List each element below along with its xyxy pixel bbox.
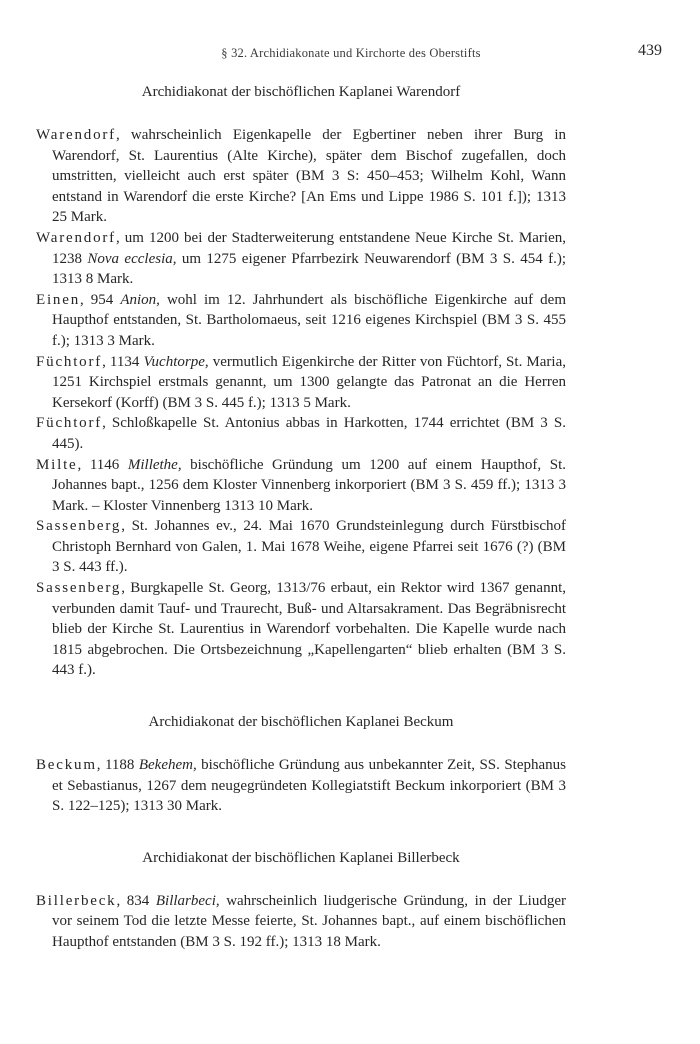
section-heading-billerbeck: Archidiakonat der bischöflichen Kaplanei Billerbeck: [142, 849, 460, 866]
historic-name: Nova ecclesia,: [87, 250, 177, 267]
entry-fuechtorf-maria: [36, 352, 566, 414]
place-name: Einen: [36, 291, 80, 308]
entry-text: bischöfliche Gründung um 1200 auf einem Haupthof, St. Johannes bapt., 1256 dem Kloster Vinnenberg inkorporiert (BM 3 S. 459 ff.); 1313 3 Mark. – Kloster Vinnenberg 1313 10 Mark.: [52, 456, 566, 514]
entry-warendorf-laurentius: [36, 125, 566, 228]
entry-text: , 1188: [96, 757, 139, 774]
entry-beckum: [36, 755, 566, 817]
entry-sassenberg-georg: [36, 578, 566, 681]
entry-warendorf-marien: [36, 228, 566, 290]
historic-name: Vuchtorpe,: [143, 353, 209, 370]
entry-text: , 954: [80, 291, 121, 308]
historic-name: Bekehem,: [138, 757, 197, 774]
running-head: § 32. Archidiakonate und Kirchorte des Oberstifts: [221, 46, 481, 60]
place-name: Sassenberg: [36, 580, 122, 597]
entry-text: , um 1200 bei der Stadterweiterung entstandene Neue Kirche St. Marien, 1238: [52, 229, 566, 267]
place-name: Sassenberg: [36, 518, 122, 535]
entry-text: , Schloßkapelle St. Antonius abbas in Harkotten, 1744 errichtet (BM 3 S. 445).: [52, 415, 566, 452]
entry-text: , St. Johannes ev., 24. Mai 1670 Grundsteinlegung durch Fürstbischof Christoph Bernhard von Galen, 1. Mai 1678 Weihe, eigene Pfarrei seit 1676 (?) (BM 3 S. 443 ff.).: [52, 518, 566, 576]
section-heading-warendorf: Archidiakonat der bischöflichen Kaplanei Warendorf: [141, 84, 461, 100]
entry-text: , 1146: [77, 456, 128, 473]
entry-text: , 1134: [102, 353, 144, 370]
place-name: Warendorf: [36, 229, 116, 246]
entry-text: wahrscheinlich liudgerische Gründung, in der Liudger vor seinem Tod die letzte Messe feierte, St. Johannes bapt., auf einem bischöflichen Haupthof entstanden (BM 3 S. 192 ff.); 1313 18 Mark.: [52, 892, 566, 950]
place-name: Füchtorf: [36, 415, 103, 432]
entry-fuechtorf-harkotten: [36, 413, 566, 454]
entry-billerbeck: [36, 891, 566, 953]
entry-text: , wahrscheinlich Eigenkapelle der Egbertiner neben ihrer Burg in Warendorf, St. Laurentius (Alte Kirche), später dem Bischof zugefallen, doch umstritten, vielleicht auch erst später (BM 3 S: 450–453; Wilhelm Kohl, Wann entstand in Warendorf die erste Kirche? [An Ems und Lippe 1986 S. 101 f.]); 1313 25 Mark.: [52, 127, 566, 226]
page-header: [40, 42, 662, 64]
place-name: Beckum: [36, 757, 97, 774]
historic-name: Millethe,: [127, 456, 182, 473]
entry-sassenberg-johannes: [36, 516, 566, 578]
entry-text: bischöfliche Gründung aus unbekannter Zeit, SS. Stephanus et Sebastianus, 1267 dem neugegründeten Kollegiatstift Beckum inkorporiert (BM 3 S. 122–125); 1313 30 Mark.: [52, 757, 566, 815]
entry-text: , 834: [116, 892, 156, 909]
entry-text: , Burgkapelle St. Georg, 1313/76 erbaut, ein Rektor wird 1367 genannt, verbunden damit Tauf- und Traurecht, Buß- und Altarsakrament. Das Begräbnisrecht blieb der Kirche St. Laurentius in Warendorf vorbehalten. Die Kapelle wurde nach 1815 abgebrochen. Die Ortsbezeichnung „Kapellengarten“ blieb erhalten (BM 3 S. 443 f.).: [52, 580, 566, 679]
page-number: 439: [638, 42, 662, 59]
place-name: Warendorf: [36, 127, 116, 143]
historic-name: Billarbeci,: [155, 892, 220, 909]
page-body: [36, 82, 566, 953]
entry-einen: [36, 290, 566, 352]
entry-text: vermutlich Eigenkirche der Ritter von Füchtorf, St. Maria, 1251 Kirchspiel erstmals genannt, um 1300 gelangte das Patronat an die Herren Kersekorf (Korff) (BM 3 S. 445 f.); 1313 5 Mark.: [52, 353, 566, 411]
place-name: Milte: [36, 456, 78, 473]
entry-text: um 1275 eigener Pfarrbezirk Neuwarendorf (BM 3 S. 454 f.); 1313 8 Mark.: [52, 250, 567, 288]
place-name: Füchtorf: [36, 353, 103, 370]
place-name: Billerbeck: [36, 892, 117, 909]
section-heading-beckum: Archidiakonat der bischöflichen Kaplanei Beckum: [148, 714, 454, 731]
historic-name: Anion,: [120, 291, 160, 308]
entry-milte: [36, 455, 566, 517]
entry-text: wohl im 12. Jahrhundert als bischöfliche Eigenkirche auf dem Haupthof entstanden, St. Bartholomaeus, seit 1216 eigenes Kirchspiel (BM 3 S. 455 f.); 1313 3 Mark.: [52, 291, 566, 349]
